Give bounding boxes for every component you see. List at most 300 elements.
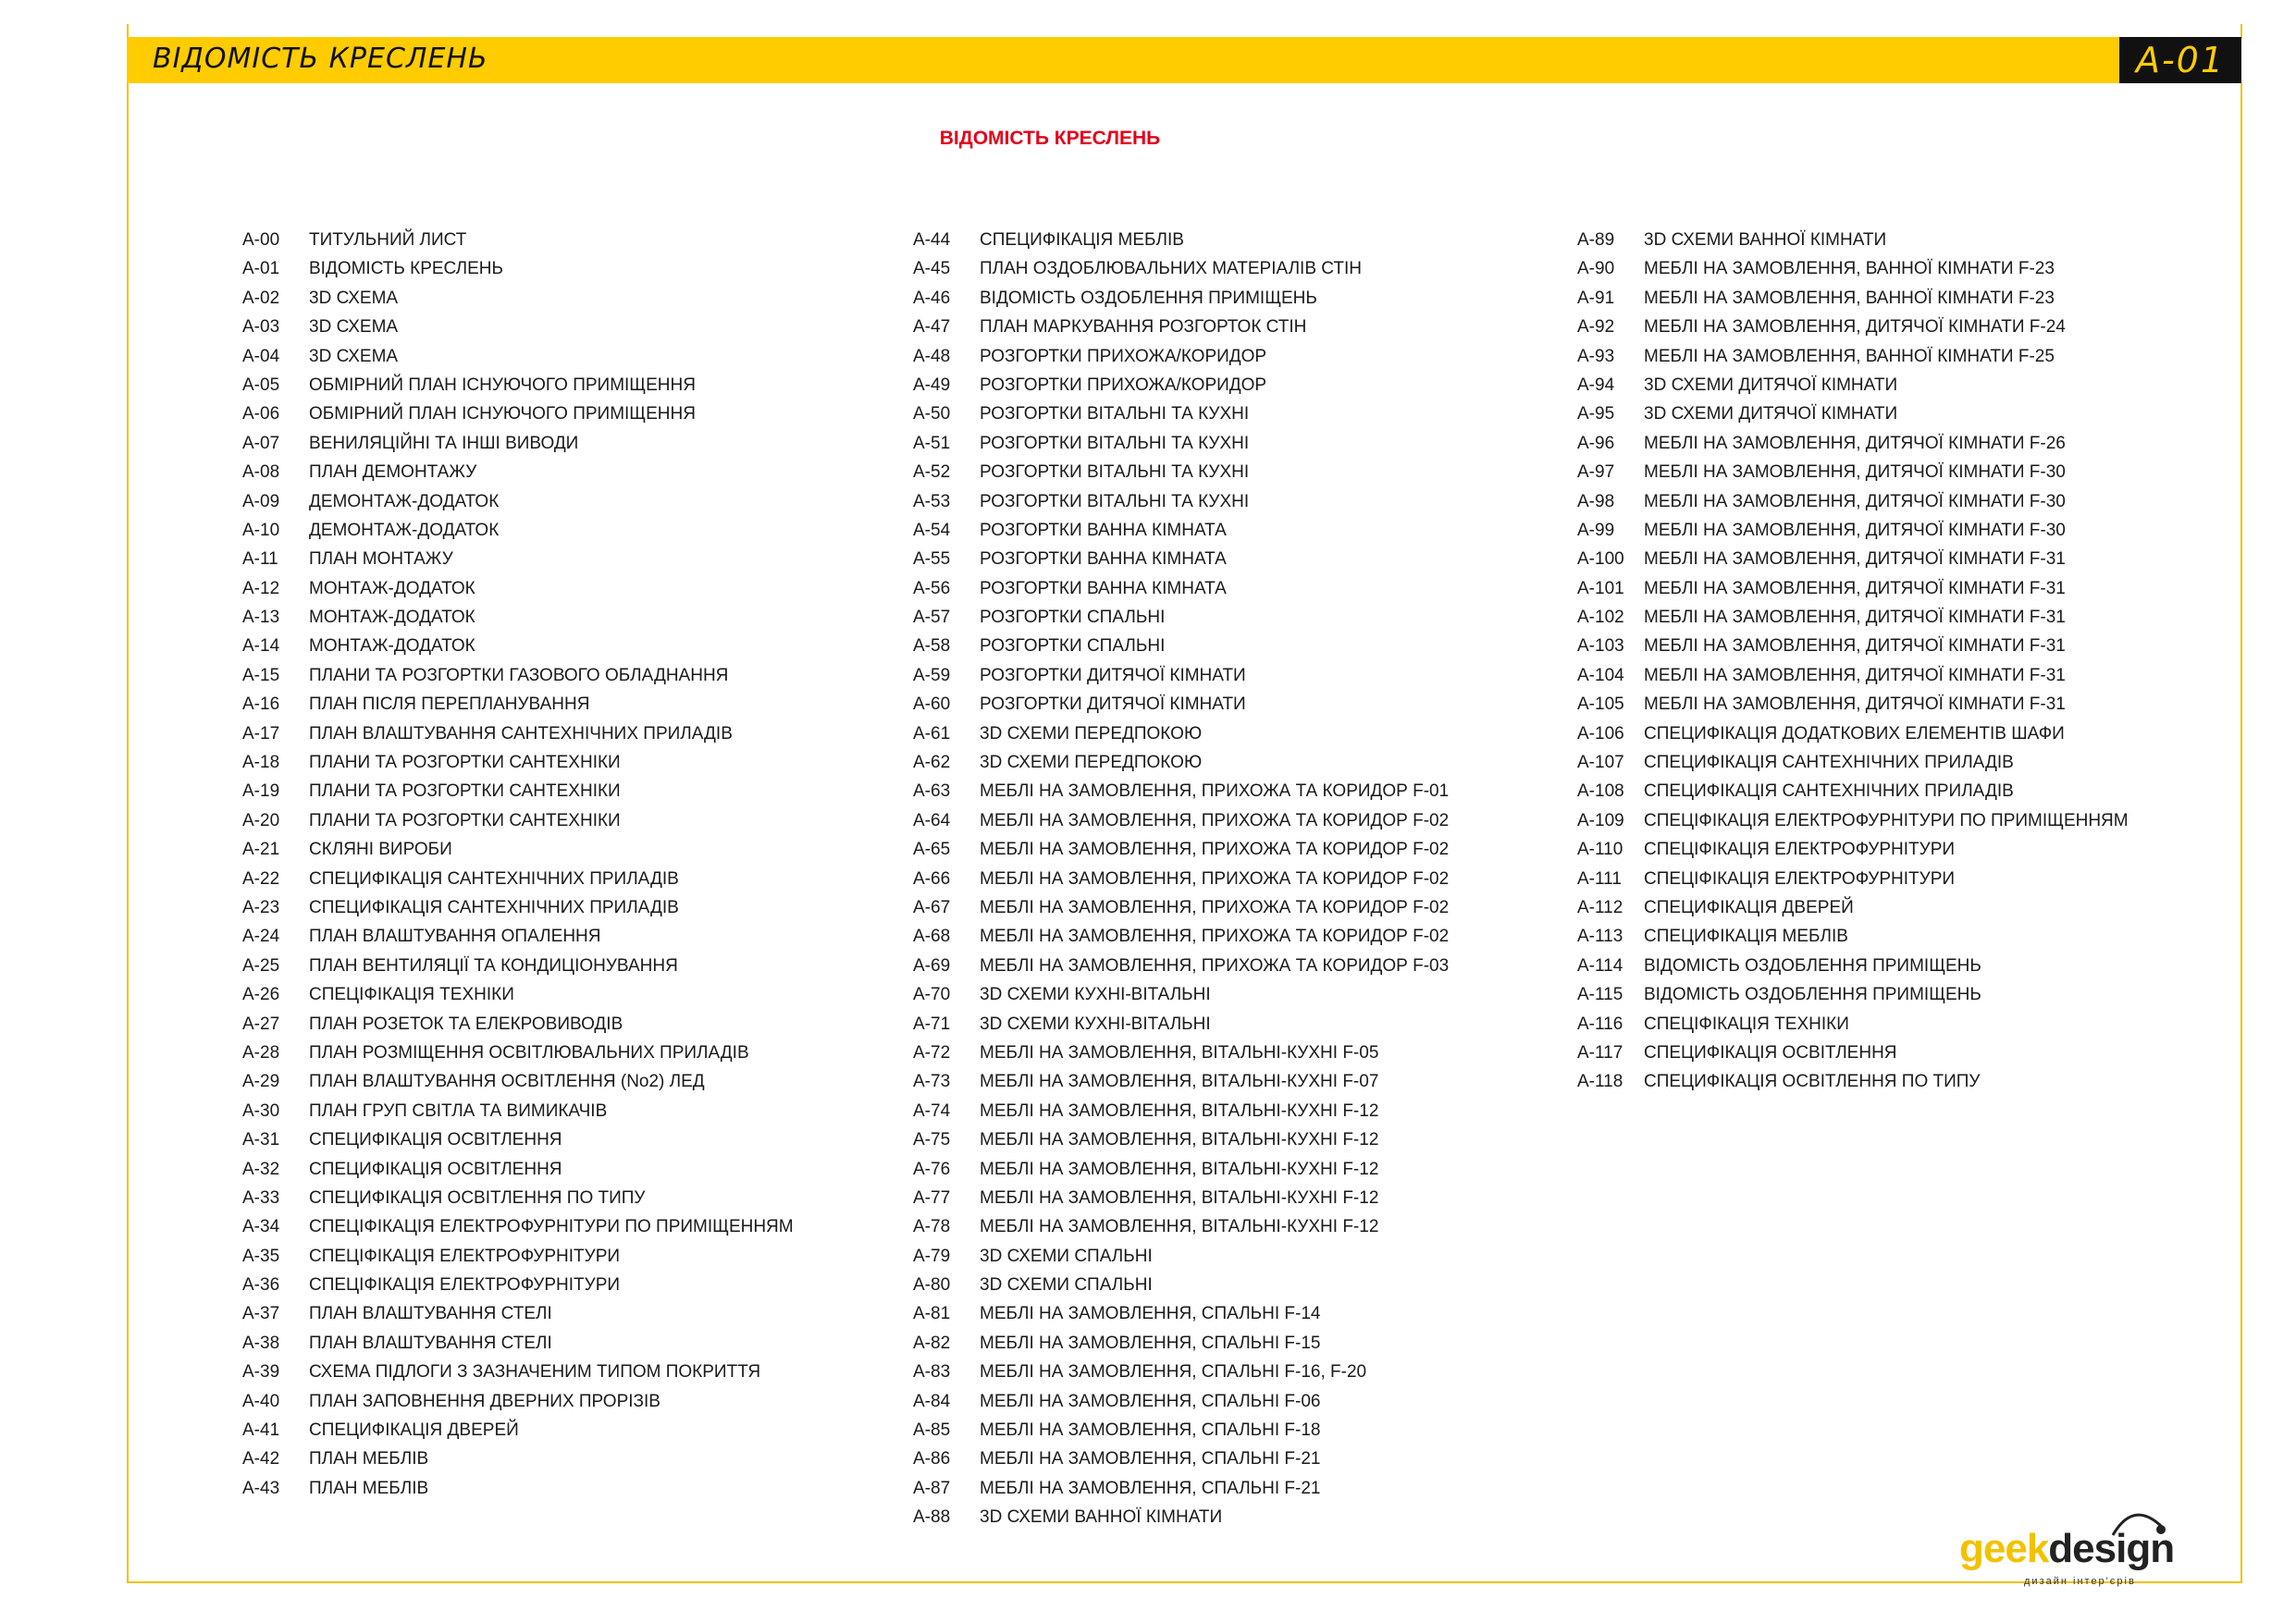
list-item — [1577, 574, 2129, 603]
list-item — [242, 777, 794, 805]
sheet-name: РОЗГОРТКИ ВАННА КІМНАТА — [980, 520, 1227, 540]
sheet-code: А-71 — [913, 1014, 951, 1034]
sheet-name: 3D СХЕМА — [309, 288, 399, 308]
list-item — [1577, 748, 2129, 777]
sheet-name: 3D СХЕМИ КУХНІ-ВІТАЛЬНІ — [980, 985, 1211, 1005]
sheet-name: 3D СХЕМИ ВАННОЇ КІМНАТИ — [980, 1507, 1223, 1528]
sheet-name: СПЕЦІФІКАЦІЯ ЕЛЕКТРОФУРНІТУРИ — [1644, 868, 1956, 889]
sheet-code: А-25 — [242, 955, 280, 976]
list-item — [913, 1010, 1449, 1039]
sheet-code: А-03 — [242, 317, 280, 338]
sheet-code: А-91 — [1577, 288, 1615, 308]
sheet-code: А-68 — [913, 927, 951, 947]
sheet-code: А-97 — [1577, 462, 1615, 483]
list-item — [242, 1125, 794, 1154]
sheet-code: А-45 — [913, 259, 951, 279]
sheet-name: ПЛАН ДЕМОНТАЖУ — [309, 462, 477, 483]
sheet-code: А-89 — [1577, 230, 1615, 250]
sheet-name: СПЕЦІФІКАЦІЯ ЕЛЕКТРОФУРНІТУРИ ПО ПРИМІЩЕННЯМ — [1644, 810, 2129, 830]
list-item — [913, 545, 1449, 573]
sheet-code: А-85 — [913, 1420, 951, 1441]
list-item — [913, 1212, 1449, 1241]
list-item — [913, 1271, 1449, 1299]
sheet-code: А-62 — [913, 753, 951, 773]
sheet-code: А-46 — [913, 288, 951, 308]
list-item — [913, 1039, 1449, 1067]
list-item — [1577, 980, 2129, 1009]
list-item — [1577, 952, 2129, 980]
sheet-code: А-79 — [913, 1246, 951, 1266]
sheet-name: ПЛАН МЕБЛІВ — [309, 1478, 429, 1498]
list-item — [913, 1445, 1449, 1473]
list-item — [242, 806, 794, 835]
sheet-name: СПЕЦИФІКАЦІЯ ДВЕРЕЙ — [1644, 897, 1854, 917]
sheet-code: А-118 — [1577, 1072, 1623, 1092]
list-item — [1577, 1010, 2129, 1039]
sheet-name: 3D СХЕМИ СПАЛЬНІ — [980, 1275, 1153, 1296]
sheet-code: А-117 — [1577, 1042, 1623, 1063]
list-item — [913, 865, 1449, 893]
list-item — [242, 516, 794, 545]
sheet-code: А-29 — [242, 1072, 280, 1092]
list-item — [1577, 603, 2129, 632]
sheet-code: А-106 — [1577, 723, 1624, 744]
list-item — [913, 980, 1449, 1009]
list-item — [1577, 342, 2129, 371]
sheet-name: ДЕМОНТАЖ-ДОДАТОК — [309, 520, 500, 540]
list-item — [1577, 922, 2129, 951]
list-item — [1577, 835, 2129, 864]
sheet-code: А-16 — [242, 695, 280, 715]
list-item — [913, 371, 1449, 400]
list-item — [1577, 1039, 2129, 1067]
logo-word-geek: geek — [1959, 1526, 2049, 1571]
list-item — [242, 487, 794, 516]
list-item — [242, 1271, 794, 1299]
sheet-code: А-64 — [913, 810, 951, 830]
sheet-code: А-92 — [1577, 317, 1615, 338]
list-item — [1577, 777, 2129, 805]
list-item — [1577, 371, 2129, 400]
sheet-name: ПЛАН ГРУП СВІТЛА ТА ВИМИКАЧІВ — [309, 1100, 608, 1121]
sheet-name: МЕБЛІ НА ЗАМОВЛЕННЯ, ВІТАЛЬНІ-КУХНІ F-12 — [980, 1100, 1379, 1121]
sheet-code: А-10 — [242, 520, 280, 540]
sheet-name: СПЕЦІФІКАЦІЯ ТЕХНІКИ — [1644, 1014, 1849, 1034]
sheet-name: МЕБЛІ НА ЗАМОВЛЕННЯ, ВІТАЛЬНІ-КУХНІ F-12 — [980, 1159, 1379, 1179]
sheet-code: А-95 — [1577, 404, 1615, 424]
sheet-number-box — [2119, 37, 2241, 83]
sheet-code: А-115 — [1577, 985, 1623, 1005]
sheet-code: А-88 — [913, 1507, 951, 1528]
sheet-name: СПЕЦИФІКАЦІЯ ОСВІТЛЕННЯ — [309, 1159, 562, 1179]
list-item — [242, 1387, 794, 1416]
list-item — [242, 1474, 794, 1503]
sheet-code: А-114 — [1577, 955, 1623, 976]
frame-right-line — [2240, 83, 2242, 1581]
sheet-code: А-83 — [913, 1362, 951, 1383]
sheet-code: А-11 — [242, 549, 278, 570]
list-item — [913, 254, 1449, 283]
sheet-name: МЕБЛІ НА ЗАМОВЛЕННЯ, ДИТЯЧОЇ КІМНАТИ F-26 — [1644, 433, 2066, 453]
header-bar — [127, 37, 2238, 83]
sheet-name: СПЕЦИФІКАЦІЯ ОСВІТЛЕННЯ ПО ТИПУ — [309, 1187, 646, 1208]
list-item — [1577, 487, 2129, 516]
sheet-code: А-94 — [1577, 375, 1615, 395]
list-item — [1577, 690, 2129, 719]
sheet-name: МЕБЛІ НА ЗАМОВЛЕННЯ, ПРИХОЖА ТА КОРИДОР F-02 — [980, 840, 1450, 860]
sheet-code: А-90 — [1577, 259, 1615, 279]
list-item — [242, 748, 794, 777]
sheet-code: А-28 — [242, 1042, 280, 1063]
list-item — [913, 313, 1449, 341]
sheet-code: А-98 — [1577, 491, 1615, 511]
sheet-name: МЕБЛІ НА ЗАМОВЛЕННЯ, ВІТАЛЬНІ-КУХНІ F-12 — [980, 1187, 1379, 1208]
sheet-name: МЕБЛІ НА ЗАМОВЛЕННЯ, ВІТАЛЬНІ-КУХНІ F-12 — [980, 1217, 1379, 1237]
sheet-code: А-06 — [242, 404, 280, 424]
sheet-name: РОЗГОРТКИ ВІТАЛЬНІ ТА КУХНІ — [980, 462, 1250, 483]
sheet-code: А-80 — [913, 1275, 951, 1296]
list-item — [242, 226, 794, 254]
sheet-code: А-08 — [242, 462, 280, 483]
list-item — [913, 719, 1449, 748]
sheet-code: А-39 — [242, 1362, 280, 1383]
list-item — [913, 574, 1449, 603]
sheet-code: А-26 — [242, 985, 280, 1005]
sheet-code: А-60 — [913, 695, 951, 715]
sheet-code: А-42 — [242, 1449, 280, 1469]
list-item — [242, 1242, 794, 1271]
sheet-name: МЕБЛІ НА ЗАМОВЛЕННЯ, СПАЛЬНІ F-21 — [980, 1449, 1321, 1469]
list-item — [242, 1097, 794, 1125]
sheet-name: СПЕЦИФІКАЦІЯ ДВЕРЕЙ — [309, 1420, 519, 1441]
list-item — [913, 1067, 1449, 1096]
list-item — [242, 1039, 794, 1067]
sheet-name: РОЗГОРТКИ ПРИХОЖА/КОРИДОР — [980, 346, 1267, 366]
sheet-name: ПЛАН ВЛАШТУВАННЯ ОСВІТЛЕННЯ (No2) ЛЕД — [309, 1072, 705, 1092]
sheet-name: СПЕЦИФІКАЦІЯ САНТЕХНІЧНИХ ПРИЛАДІВ — [1644, 781, 2014, 802]
list-item — [242, 1445, 794, 1473]
sheet-name: МЕБЛІ НА ЗАМОВЛЕННЯ, ВІТАЛЬНІ-КУХНІ F-12 — [980, 1130, 1379, 1150]
sheet-name: ПЛАН ЗАПОВНЕННЯ ДВЕРНИХ ПРОРІЗІВ — [309, 1391, 660, 1411]
sheet-code: А-21 — [242, 840, 280, 860]
sheet-code: А-65 — [913, 840, 951, 860]
list-item — [913, 893, 1449, 922]
sheet-name: МЕБЛІ НА ЗАМОВЛЕННЯ, ДИТЯЧОЇ КІМНАТИ F-31 — [1644, 578, 2066, 598]
list-item — [1577, 893, 2129, 922]
sheet-name: 3D СХЕМИ ВАННОЇ КІМНАТИ — [1644, 230, 1887, 250]
list-item — [242, 661, 794, 690]
list-item — [242, 545, 794, 573]
sheet-name: МЕБЛІ НА ЗАМОВЛЕННЯ, ПРИХОЖА ТА КОРИДОР F-02 — [980, 927, 1450, 947]
list-item — [242, 1212, 794, 1241]
list-item — [913, 1097, 1449, 1125]
list-item — [242, 284, 794, 313]
sheet-name: МЕБЛІ НА ЗАМОВЛЕННЯ, ВАННОЇ КІМНАТИ F-23 — [1644, 259, 2055, 279]
list-item — [913, 516, 1449, 545]
sheet-code: А-102 — [1577, 608, 1624, 628]
list-item — [913, 1503, 1449, 1531]
sheet-name: ВІДОМІСТЬ КРЕСЛЕНЬ — [309, 259, 503, 279]
list-item — [242, 719, 794, 748]
list-item — [913, 1329, 1449, 1358]
sheet-code: А-104 — [1577, 665, 1624, 685]
sheet-code: А-109 — [1577, 810, 1624, 830]
sheet-code: А-30 — [242, 1100, 280, 1121]
list-item — [913, 1125, 1449, 1154]
sheet-code: А-33 — [242, 1187, 280, 1208]
sheet-name: МЕБЛІ НА ЗАМОВЛЕННЯ, ДИТЯЧОЇ КІМНАТИ F-30 — [1644, 462, 2066, 483]
sheet-name: РОЗГОРТКИ ВІТАЛЬНІ ТА КУХНІ — [980, 404, 1250, 424]
sheet-code: А-31 — [242, 1130, 280, 1150]
list-item — [913, 1299, 1449, 1328]
sheet-code: А-14 — [242, 636, 280, 657]
list-item — [1577, 429, 2129, 458]
sheet-code: А-12 — [242, 578, 280, 598]
sheet-name: РОЗГОРТКИ ВІТАЛЬНІ ТА КУХНІ — [980, 433, 1250, 453]
sheet-code: А-40 — [242, 1391, 280, 1411]
drawing-list-column-2 — [913, 226, 1449, 1532]
sheet-code: А-17 — [242, 723, 280, 744]
sheet-name: ПЛАН ВЛАШТУВАННЯ СТЕЛІ — [309, 1333, 552, 1353]
sheet-code: А-93 — [1577, 346, 1615, 366]
sheet-name: ВІДОМІСТЬ ОЗДОБЛЕННЯ ПРИМІЩЕНЬ — [980, 288, 1317, 308]
sheet-name: ОБМІРНИЙ ПЛАН ІСНУЮЧОГО ПРИМІЩЕННЯ — [309, 375, 696, 395]
sheet-name: ВІДОМІСТЬ ОЗДОБЛЕННЯ ПРИМІЩЕНЬ — [1644, 985, 1981, 1005]
geekdesign-logo — [1959, 1500, 2175, 1587]
sheet-name: СПЕЦИФІКАЦІЯ ДОДАТКОВИХ ЕЛЕМЕНТІВ ШАФИ — [1644, 723, 2065, 744]
sheet-code: А-67 — [913, 897, 951, 917]
sheet-code: А-35 — [242, 1246, 280, 1266]
list-item — [913, 1358, 1449, 1386]
sheet-code: А-110 — [1577, 840, 1623, 860]
sheet-code: А-52 — [913, 462, 951, 483]
list-item — [242, 603, 794, 632]
sheet-code: А-32 — [242, 1159, 280, 1179]
list-item — [1577, 226, 2129, 254]
sheet-code: А-18 — [242, 753, 280, 773]
logo-word-design: design — [2048, 1526, 2175, 1571]
sheet-name: ТИТУЛЬНИЙ ЛИСТ — [309, 230, 467, 250]
sheet-name: 3D СХЕМИ ДИТЯЧОЇ КІМНАТИ — [1644, 404, 1898, 424]
list-item — [913, 922, 1449, 951]
sheet-code: А-05 — [242, 375, 280, 395]
sheet-code: А-108 — [1577, 781, 1624, 802]
sheet-name: СПЕЦИФІКАЦІЯ МЕБЛІВ — [1644, 927, 1848, 947]
drawing-list-column-3 — [1577, 226, 2129, 1097]
sheet-code: А-57 — [913, 608, 951, 628]
sheet-name: СПЕЦІФІКАЦІЯ ТЕХНІКИ — [309, 985, 514, 1005]
list-item — [913, 835, 1449, 864]
sheet-name: ПЛАН МОНТАЖУ — [309, 549, 453, 570]
sheet-code: А-38 — [242, 1333, 280, 1353]
list-item — [242, 1358, 794, 1386]
sheet-code: А-107 — [1577, 753, 1624, 773]
sheet-code: А-73 — [913, 1072, 951, 1092]
list-item — [1577, 545, 2129, 573]
list-item — [242, 1184, 794, 1212]
sheet-code: А-105 — [1577, 695, 1624, 715]
list-item — [242, 690, 794, 719]
sheet-name: ПЛАН ВЛАШТУВАННЯ ОПАЛЕННЯ — [309, 927, 601, 947]
sheet-code: А-81 — [913, 1304, 951, 1324]
sheet-code: А-47 — [913, 317, 951, 338]
sheet-name: СПЕЦИФІКАЦІЯ ОСВІТЛЕННЯ — [1644, 1042, 1897, 1063]
sheet-code: А-23 — [242, 897, 280, 917]
sheet-code: А-74 — [913, 1100, 951, 1121]
sheet-code: А-72 — [913, 1042, 951, 1063]
sheet-name: МЕБЛІ НА ЗАМОВЛЕННЯ, ВІТАЛЬНІ-КУХНІ F-05 — [980, 1042, 1379, 1063]
sheet-name: МЕБЛІ НА ЗАМОВЛЕННЯ, ДИТЯЧОЇ КІМНАТИ F-24 — [1644, 317, 2066, 338]
list-item — [913, 284, 1449, 313]
sheet-code: А-51 — [913, 433, 951, 453]
sheet-number: А-01 — [2135, 40, 2226, 80]
sheet-name: СПЕЦИФІКАЦІЯ ОСВІТЛЕННЯ — [309, 1130, 562, 1150]
list-item — [242, 400, 794, 428]
sheet-name: СПЕЦІФІКАЦІЯ ЕЛЕКТРОФУРНІТУРИ — [1644, 840, 1956, 860]
list-item — [1577, 865, 2129, 893]
list-item — [913, 1474, 1449, 1503]
sheet-name: ПЛАН МЕБЛІВ — [309, 1449, 429, 1469]
sheet-name: МЕБЛІ НА ЗАМОВЛЕННЯ, СПАЛЬНІ F-18 — [980, 1420, 1321, 1441]
sheet-code: А-09 — [242, 491, 280, 511]
logo-subtitle: дизайн інтер'єрів — [2024, 1576, 2136, 1587]
sheet-code: А-37 — [242, 1304, 280, 1324]
list-item — [913, 487, 1449, 516]
list-item — [242, 1155, 794, 1184]
list-item — [242, 980, 794, 1009]
sheet-code: А-82 — [913, 1333, 951, 1353]
sheet-code: А-34 — [242, 1217, 280, 1237]
sheet-code: А-75 — [913, 1130, 951, 1150]
list-item — [242, 1299, 794, 1328]
list-item — [242, 429, 794, 458]
sheet-code: А-04 — [242, 346, 280, 366]
sheet-name: СКЛЯНІ ВИРОБИ — [309, 840, 452, 860]
sheet-code: А-53 — [913, 491, 951, 511]
list-item — [1577, 400, 2129, 428]
list-item — [913, 603, 1449, 632]
list-item — [913, 952, 1449, 980]
list-item — [1577, 661, 2129, 690]
sheet-name: ПЛАНИ ТА РОЗГОРТКИ САНТЕХНІКИ — [309, 810, 621, 830]
sheet-code: А-66 — [913, 868, 951, 889]
list-item — [913, 1387, 1449, 1416]
list-item — [1577, 632, 2129, 660]
sheet-name: МЕБЛІ НА ЗАМОВЛЕННЯ, СПАЛЬНІ F-16, F-20 — [980, 1362, 1367, 1383]
list-item — [242, 1010, 794, 1039]
sheet-name: ПЛАН ОЗДОБЛЮВАЛЬНИХ МАТЕРІАЛІВ СТІН — [980, 259, 1362, 279]
sheet-name: СПЕЦИФІКАЦІЯ ОСВІТЛЕННЯ ПО ТИПУ — [1644, 1072, 1981, 1092]
list-item — [242, 342, 794, 371]
sheet-code: А-103 — [1577, 636, 1624, 657]
list-item — [913, 342, 1449, 371]
sheet-code: А-48 — [913, 346, 951, 366]
sheet-name: ВІДОМІСТЬ ОЗДОБЛЕННЯ ПРИМІЩЕНЬ — [1644, 955, 1981, 976]
sheet-code: А-59 — [913, 665, 951, 685]
list-item — [913, 429, 1449, 458]
sheet-code: А-63 — [913, 781, 951, 802]
sheet-name: РОЗГОРТКИ ДИТЯЧОЇ КІМНАТИ — [980, 695, 1246, 715]
list-item — [913, 458, 1449, 486]
sheet-name: МЕБЛІ НА ЗАМОВЛЕННЯ, ДИТЯЧОЇ КІМНАТИ F-31 — [1644, 636, 2066, 657]
list-item — [1577, 458, 2129, 486]
list-item — [242, 574, 794, 603]
sheet-name: ПЛАН РОЗМІЩЕННЯ ОСВІТЛЮВАЛЬНИХ ПРИЛАДІВ — [309, 1042, 749, 1063]
sheet-name: МЕБЛІ НА ЗАМОВЛЕННЯ, ВІТАЛЬНІ-КУХНІ F-07 — [980, 1072, 1379, 1092]
sheet-code: А-76 — [913, 1159, 951, 1179]
sheet-code: А-70 — [913, 985, 951, 1005]
sheet-name: РОЗГОРТКИ ПРИХОЖА/КОРИДОР — [980, 375, 1267, 395]
sheet-code: А-99 — [1577, 520, 1615, 540]
sheet-name: СПЕЦИФІКАЦІЯ САНТЕХНІЧНИХ ПРИЛАДІВ — [309, 897, 679, 917]
sheet-name: СПЕЦИФІКАЦІЯ МЕБЛІВ — [980, 230, 1184, 250]
sheet-name: 3D СХЕМИ КУХНІ-ВІТАЛЬНІ — [980, 1014, 1211, 1034]
list-item — [1577, 1067, 2129, 1096]
sheet-code: А-78 — [913, 1217, 951, 1237]
sheet-name: ПЛАН МАРКУВАННЯ РОЗГОРТОК СТІН — [980, 317, 1307, 338]
list-item — [1577, 516, 2129, 545]
sheet-code: А-20 — [242, 810, 280, 830]
sheet-name: СПЕЦІФІКАЦІЯ ЕЛЕКТРОФУРНІТУРИ ПО ПРИМІЩЕННЯМ — [309, 1217, 794, 1237]
sheet-code: А-41 — [242, 1420, 280, 1441]
sheet-code: А-111 — [1577, 868, 1622, 889]
sheet-code: А-19 — [242, 781, 280, 802]
list-item — [242, 1067, 794, 1096]
sheet-name: МЕБЛІ НА ЗАМОВЛЕННЯ, ДИТЯЧОЇ КІМНАТИ F-30 — [1644, 520, 2066, 540]
frame-left-line — [127, 83, 129, 1581]
list-item — [1577, 806, 2129, 835]
sheet-code: А-07 — [242, 433, 280, 453]
document-title: ВІДОМІСТЬ КРЕСЛЕНЬ — [939, 128, 1161, 149]
sheet-code: А-58 — [913, 636, 951, 657]
sheet-name: МЕБЛІ НА ЗАМОВЛЕННЯ, ДИТЯЧОЇ КІМНАТИ F-31 — [1644, 549, 2066, 570]
sheet-name: МЕБЛІ НА ЗАМОВЛЕННЯ, ПРИХОЖА ТА КОРИДОР F-02 — [980, 897, 1450, 917]
sheet-code: А-100 — [1577, 549, 1624, 570]
sheet-code: А-61 — [913, 723, 951, 744]
sheet-code: А-44 — [913, 230, 951, 250]
list-item — [242, 1416, 794, 1445]
list-item — [913, 400, 1449, 428]
logo-wordmark — [1959, 1526, 2174, 1572]
list-item — [242, 922, 794, 951]
sheet-name: МЕБЛІ НА ЗАМОВЛЕННЯ, СПАЛЬНІ F-21 — [980, 1478, 1321, 1498]
list-item — [913, 1155, 1449, 1184]
list-item — [242, 458, 794, 486]
sheet-name: МОНТАЖ-ДОДАТОК — [309, 608, 475, 628]
list-item — [1577, 313, 2129, 341]
sheet-name: ПЛАН ВЛАШТУВАННЯ САНТЕХНІЧНИХ ПРИЛАДІВ — [309, 723, 733, 744]
sheet-name: МЕБЛІ НА ЗАМОВЛЕННЯ, ДИТЯЧОЇ КІМНАТИ F-30 — [1644, 491, 2066, 511]
sheet-name: РОЗГОРТКИ ВАННА КІМНАТА — [980, 549, 1227, 570]
drawing-list-column-1 — [242, 226, 794, 1503]
sheet-name: СПЕЦИФІКАЦІЯ САНТЕХНІЧНИХ ПРИЛАДІВ — [1644, 753, 2014, 773]
list-item — [913, 1242, 1449, 1271]
sheet-name: 3D СХЕМА — [309, 346, 399, 366]
sheet-name: ВЕНИЛЯЦІЙНІ ТА ІНШІ ВИВОДИ — [309, 433, 579, 453]
frame-bottom-line — [127, 1581, 2242, 1583]
sheet-code: А-101 — [1577, 578, 1624, 598]
sheet-name: МЕБЛІ НА ЗАМОВЛЕННЯ, ПРИХОЖА ТА КОРИДОР F-03 — [980, 955, 1450, 976]
sheet-name: 3D СХЕМИ ПЕРЕДПОКОЮ — [980, 753, 1203, 773]
list-item — [242, 371, 794, 400]
list-item — [913, 806, 1449, 835]
sheet-code: А-02 — [242, 288, 280, 308]
sheet-name: МЕБЛІ НА ЗАМОВЛЕННЯ, ВАННОЇ КІМНАТИ F-23 — [1644, 288, 2055, 308]
sheet-name: МЕБЛІ НА ЗАМОВЛЕННЯ, ДИТЯЧОЇ КІМНАТИ F-31 — [1644, 665, 2066, 685]
sheet-name: МЕБЛІ НА ЗАМОВЛЕННЯ, ВАННОЇ КІМНАТИ F-25 — [1644, 346, 2055, 366]
sheet-name: ПЛАН ВЕНТИЛЯЦІЇ ТА КОНДИЦІОНУВАННЯ — [309, 955, 678, 976]
sheet-name: СПЕЦІФІКАЦІЯ ЕЛЕКТРОФУРНІТУРИ — [309, 1275, 621, 1296]
